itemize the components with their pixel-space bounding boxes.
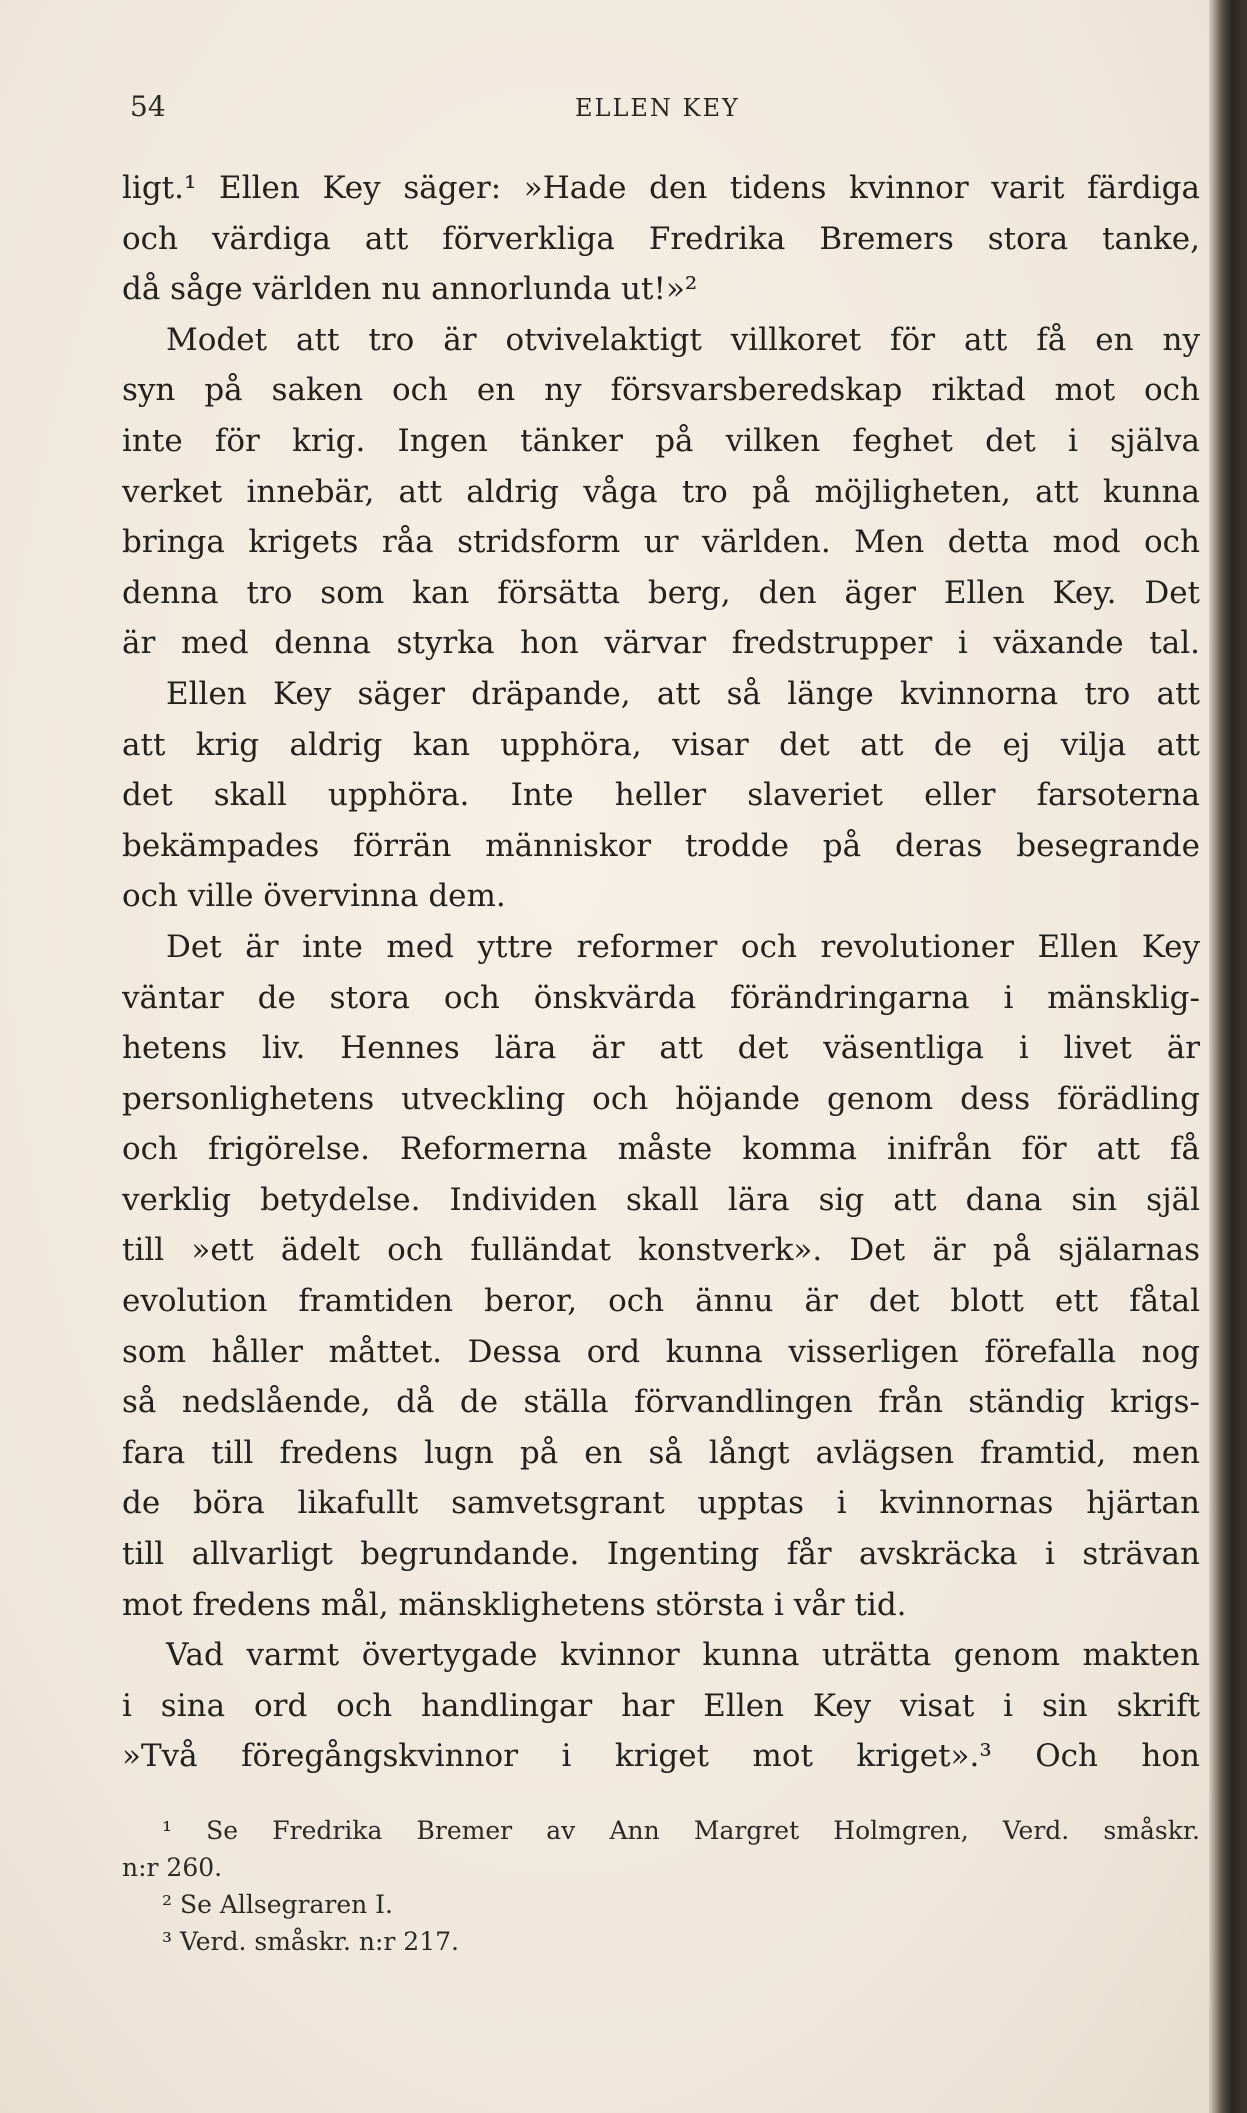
text-line: mot fredens mål, mänsklighetens största i vår tid. [122, 1586, 907, 1623]
text-line: till »ett ädelt och fulländat konstverk». Det är på själarnas [122, 1232, 1200, 1269]
text-line: Modet att tro är otvivelaktigt villkoret för att få en ny [166, 321, 1200, 358]
text-line: så nedslående, då de ställa förvandlingen från ständig krigs- [122, 1384, 1200, 1421]
text-line: och frigörelse. Reformerna måste komma inifrån för att få [122, 1131, 1200, 1168]
text-line: denna tro som kan försätta berg, den äger Ellen Key. Det [122, 574, 1200, 611]
text-line: då såge världen nu annorlunda ut!»² [122, 271, 698, 308]
text-line: till allvarligt begrundande. Ingenting får avskräcka i strävan [122, 1536, 1200, 1573]
text-line: hetens liv. Hennes lära är att det väsentliga i livet är [122, 1030, 1200, 1067]
text-line: och ville övervinna dem. [122, 878, 506, 915]
text-line: syn på saken och en ny försvarsberedskap riktad mot och [122, 372, 1200, 409]
text-line: Ellen Key säger dräpande, att så länge kvinnorna tro att [166, 675, 1200, 712]
footnote: ³ Verd. småskr. n:r 217. [162, 1927, 459, 1956]
text-line: fara till fredens lugn på en så långt avlägsen framtid, men [122, 1434, 1200, 1471]
body-text [122, 163, 1200, 1782]
text-line: de böra likafullt samvetsgrant upptas i kvinnornas hjärtan [122, 1485, 1200, 1522]
text-line: är med denna styrka hon värvar fredstrupper i växande tal. [122, 625, 1200, 662]
footnote: ¹ Se Fredrika Bremer av Ann Margret Holmgren, Verd. småskr. [162, 1816, 1200, 1845]
text-line: inte för krig. Ingen tänker på vilken feghet det i själva [122, 422, 1200, 459]
text-line: personlighetens utveckling och höjande genom dess förädling [122, 1080, 1200, 1117]
text-line: bekämpades förrän människor trodde på deras besegrande [122, 827, 1200, 864]
text-line: det skall upphöra. Inte heller slaveriet eller farsoterna [122, 777, 1200, 814]
page-header [120, 90, 1200, 130]
text-line: verket innebär, att aldrig våga tro på möjligheten, att kunna [122, 473, 1200, 510]
book-spine-edge [1209, 0, 1247, 2113]
footnote: n:r 260. [122, 1853, 223, 1882]
text-line: att krig aldrig kan upphöra, visar det att de ej vilja att [122, 726, 1200, 763]
running-head: ELLEN KEY [575, 94, 740, 122]
text-line: och värdiga att förverkliga Fredrika Bremers stora tanke, [122, 220, 1200, 257]
footnote: ² Se Allsegraren I. [162, 1890, 393, 1919]
text-line: »Två föregångskvinnor i kriget mot kriget».³ Och hon [122, 1738, 1200, 1775]
text-line: väntar de stora och önskvärda förändringarna i mänsklig- [122, 979, 1200, 1016]
text-line: ligt.¹ Ellen Key säger: »Hade den tidens kvinnor varit färdiga [122, 170, 1200, 206]
text-line: bringa krigets råa stridsform ur världen. Men detta mod och [122, 524, 1200, 561]
text-line: verklig betydelse. Individen skall lära sig att dana sin själ [122, 1181, 1200, 1218]
text-line: i sina ord och handlingar har Ellen Key visat i sin skrift [122, 1687, 1200, 1724]
text-line: Det är inte med yttre reformer och revolutioner Ellen Key [166, 928, 1200, 965]
text-line: Vad varmt övertygade kvinnor kunna uträtta genom makten [166, 1637, 1200, 1674]
footnotes [122, 1812, 1200, 1960]
page-number: 54 [130, 90, 166, 123]
text-line: som håller måttet. Dessa ord kunna visserligen förefalla nog [122, 1333, 1200, 1370]
text-line: evolution framtiden beror, och ännu är det blott ett fåtal [122, 1283, 1200, 1320]
